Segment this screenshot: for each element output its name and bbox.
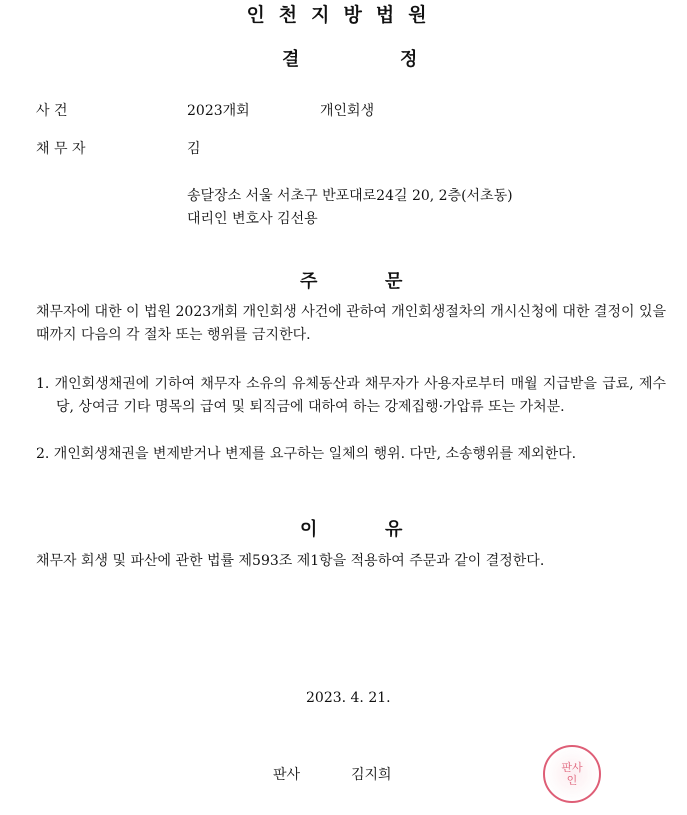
case-number: 2023개회 [187, 103, 250, 119]
order-heading-char-1: 주 [300, 271, 318, 292]
delivery-address: 송달장소 서울 서초구 반포대로24길 20, 2층(서초동) [187, 188, 513, 204]
case-label: 사 건 [36, 103, 68, 119]
seal-text-line-2: 인 [566, 774, 578, 787]
judge-name: 김지희 [351, 767, 392, 783]
decision-date: 2023. 4. 21. [306, 690, 391, 706]
order-item-2: 2. 개인회생채권을 변제받거나 변제를 요구하는 일체의 행위. 다만, 소송행위를 제외한다. [36, 446, 577, 462]
case-name: 개인회생 [320, 103, 375, 119]
reason-heading-char-1: 이 [300, 519, 318, 540]
judge-label: 판사 [273, 767, 301, 783]
reason-heading-char-2: 유 [385, 519, 403, 540]
court-name: 인천지방법원 [246, 4, 441, 26]
debtor-name: 김 [187, 141, 201, 157]
title-char-1: 결 [282, 49, 300, 70]
order-intro: 채무자에 대한 이 법원 2023개회 개인회생 사건에 관하여 개인회생절차의 개시신청에 대한 결정이 있을 때까지 다음의 각 절차 또는 행위를 금지한다. [36, 304, 666, 343]
debtor-label: 채 무 자 [36, 141, 86, 157]
seal-text-line-1: 판사 [561, 761, 583, 774]
reason-text: 채무자 회생 및 파산에 관한 법률 제593조 제1항을 적용하여 주문과 같이 결정한다. [36, 553, 545, 569]
legal-agent: 대리인 변호사 김선용 [187, 211, 318, 227]
order-item-1: 1. 개인회생채권에 기하여 채무자 소유의 유체동산과 채무자가 사용자로부터 매월 지급받을 급료, 제수당, 상여금 기타 명목의 급여 및 퇴직금에 대하여 하는 강제집행·가압류 또는 가처분. [36, 376, 666, 415]
order-heading-char-2: 문 [385, 271, 403, 292]
title-char-2: 정 [400, 49, 418, 70]
judge-seal [543, 745, 601, 803]
